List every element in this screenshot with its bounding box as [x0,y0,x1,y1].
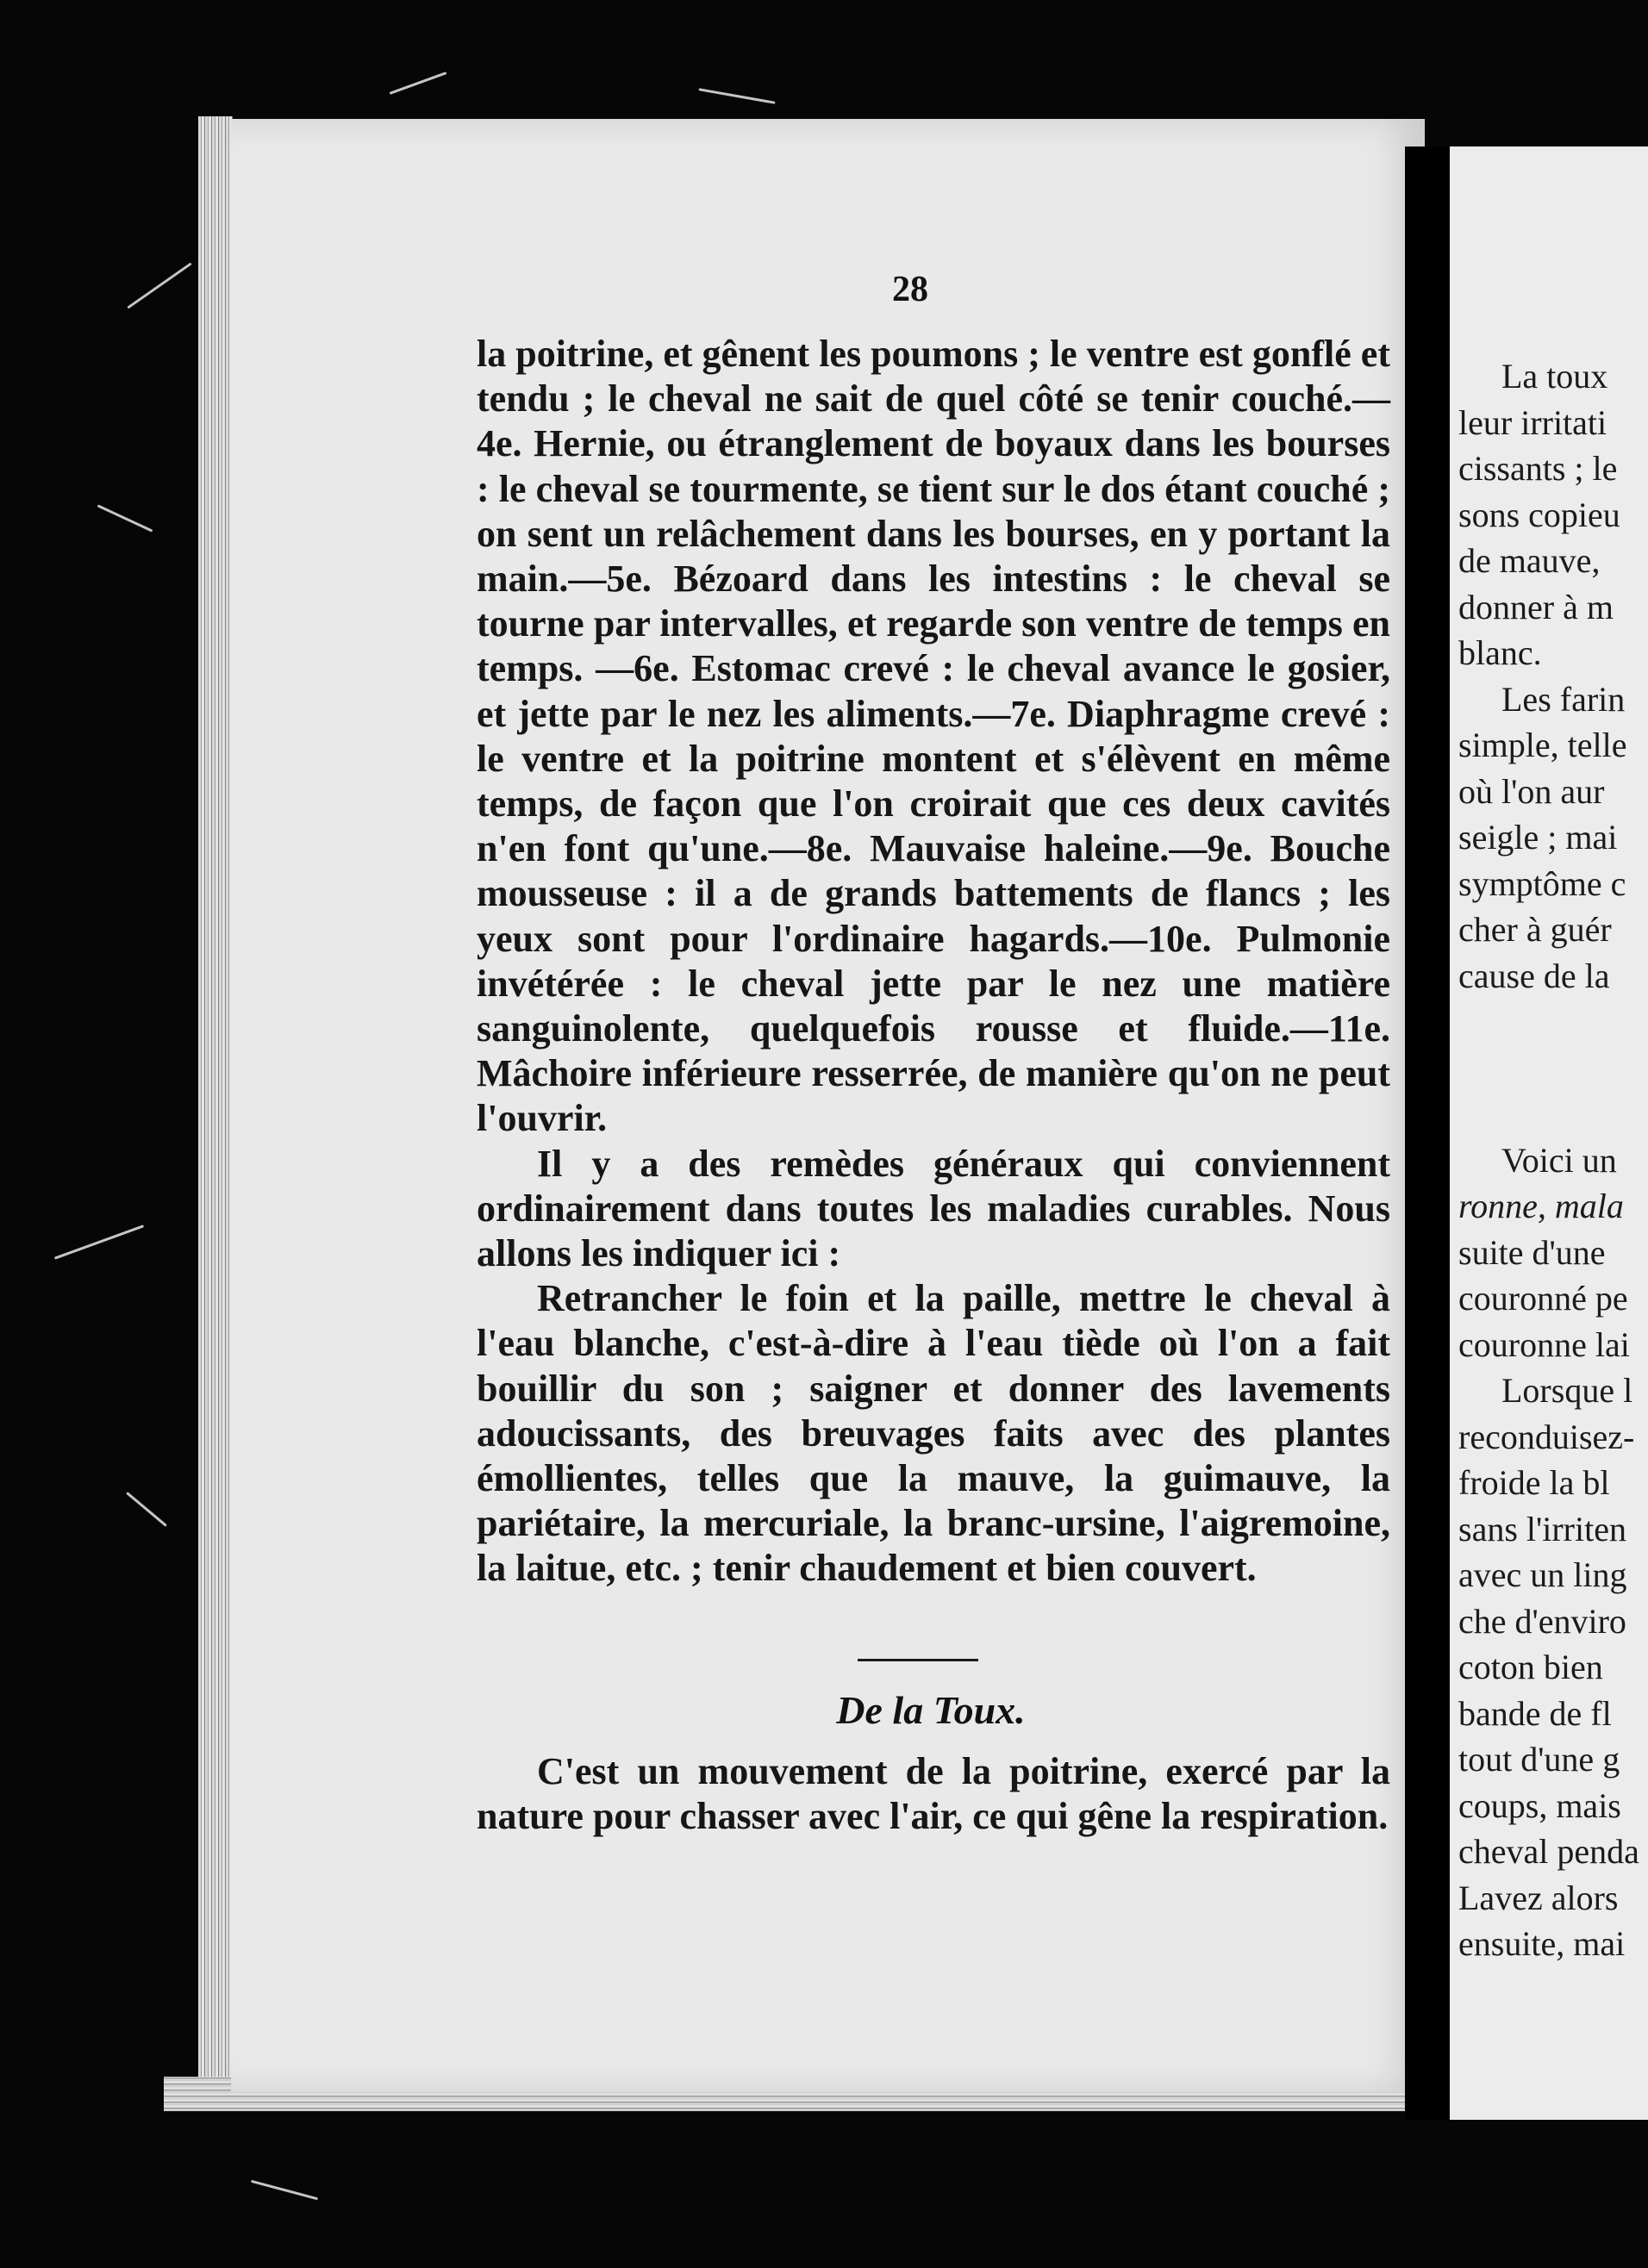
paragraph-remedies: Retrancher le foin et la paille, mettre le cheval à l'eau blanche, c'est-à-dire à l'eau tiède où l'on a fait bouillir du son ; saigner et donner des lavements adoucissants, des breuvages faits avec des plantes émollientes, telles que la mauve, la guimauve, la pariétaire, la mercuriale, la branc-ursine, l'aigremoine, la laitue, etc. ; tenir chaudement et bien couvert. [477,1277,1390,1590]
right-line: symptôme c [1458,863,1626,903]
right-line: blanc. [1458,633,1542,672]
right-line: Lorsque l [1501,1371,1633,1410]
right-line: coups, mais [1458,1785,1621,1825]
right-line: simple, telle [1458,726,1627,764]
right-line: ronne, mala [1458,1187,1624,1225]
section-paragraph: C'est un mouvement de la poitrine, exercé par la nature pour chasser avec l'air, ce qui gêne la respiration. [477,1750,1390,1837]
right-line: leur irritati [1458,402,1607,442]
right-line: Lavez alors [1458,1878,1619,1917]
right-line: coton bien [1458,1648,1603,1686]
right-line: cheval penda [1458,1832,1639,1871]
right-line: suite d'une [1458,1232,1606,1272]
scan-fiber [97,504,153,532]
right-line: froide la bl [1458,1463,1610,1502]
right-line: sans l'irriten [1458,1509,1626,1548]
scan-fiber [251,2180,318,2201]
right-line [1458,1045,1648,1092]
right-line: che d'enviro [1458,1601,1626,1641]
right-line: cissants ; le [1458,449,1618,488]
section-text [477,1749,1390,1839]
right-line: bande de fl [1458,1693,1612,1733]
right-line: de mauve, [1458,541,1601,580]
right-line: Voici un [1501,1140,1617,1180]
paragraph-remedies-intro: Il y a des remèdes généraux qui conviennent ordinairement dans toutes les maladies curables. Nous allons les indiquer ici : [477,1142,1390,1275]
scan-fiber [54,1224,144,1259]
right-line: avec un ling [1458,1555,1627,1594]
scan-fiber [698,88,775,104]
book-page-edges [198,116,233,2107]
book-gutter [1405,146,1450,2120]
right-line: Les farin [1501,679,1626,719]
right-line [1458,1091,1648,1137]
right-line: cher à guér [1458,910,1612,949]
right-line: où l'on aur [1458,771,1605,811]
section-divider [858,1659,978,1661]
right-line: donner à m [1458,587,1614,626]
scan-fiber [390,72,447,95]
right-line: cause de la [1458,956,1610,995]
section-title: De la Toux. [836,1688,1026,1732]
right-line: tout d'une g [1458,1740,1620,1779]
scan-fiber [126,1492,167,1527]
paragraph-symptoms: la poitrine, et gênent les poumons ; le ventre est gonflé et tendu ; le cheval ne sait de quel côté se tenir couché.—4e. Hernie, ou étranglement de boyaux dans les bourses : le cheval se tourmente, se tient sur le dos étant couché ; on sent un relâchement dans les bourses, en y portant la main.—5e. Bézoard dans les intestins : le cheval se tourne par intervalles, et regarde son ventre de temps en temps. —6e. Estomac crevé : le cheval avance le gosier, et jette par le nez les aliments.—7e. Diaphragme crevé : le ventre et la poitrine montent et s'élèvent en même temps, de façon que l'on croirait que ces deux cavités n'en font qu'une.—8e. Mauvaise haleine.—9e. Bouche mousseuse : il a de grands battements de flancs ; les yeux sont pour l'ordinaire hagards.—10e. Pulmonie invétérée : le cheval jette par le nez une matière sanguinolente, quelquefois rousse et fluide.—11e. Mâchoire inférieure resserrée, de manière qu'on ne peut l'ouvrir. [477,333,1390,1140]
right-line: ensuite, mai [1458,1924,1626,1963]
right-line: seigle ; mai [1458,818,1618,857]
right-line [1458,999,1648,1045]
right-line: sons copieu [1458,495,1620,534]
right-page-text [1458,353,1648,1967]
right-line: couronné pe [1458,1279,1628,1318]
right-line: couronne lai [1458,1324,1630,1364]
right-line: reconduisez- [1458,1417,1635,1456]
main-text [477,332,1390,1592]
right-line: La toux [1501,357,1608,396]
page-number: 28 [892,270,928,309]
scan-fiber [127,262,191,308]
